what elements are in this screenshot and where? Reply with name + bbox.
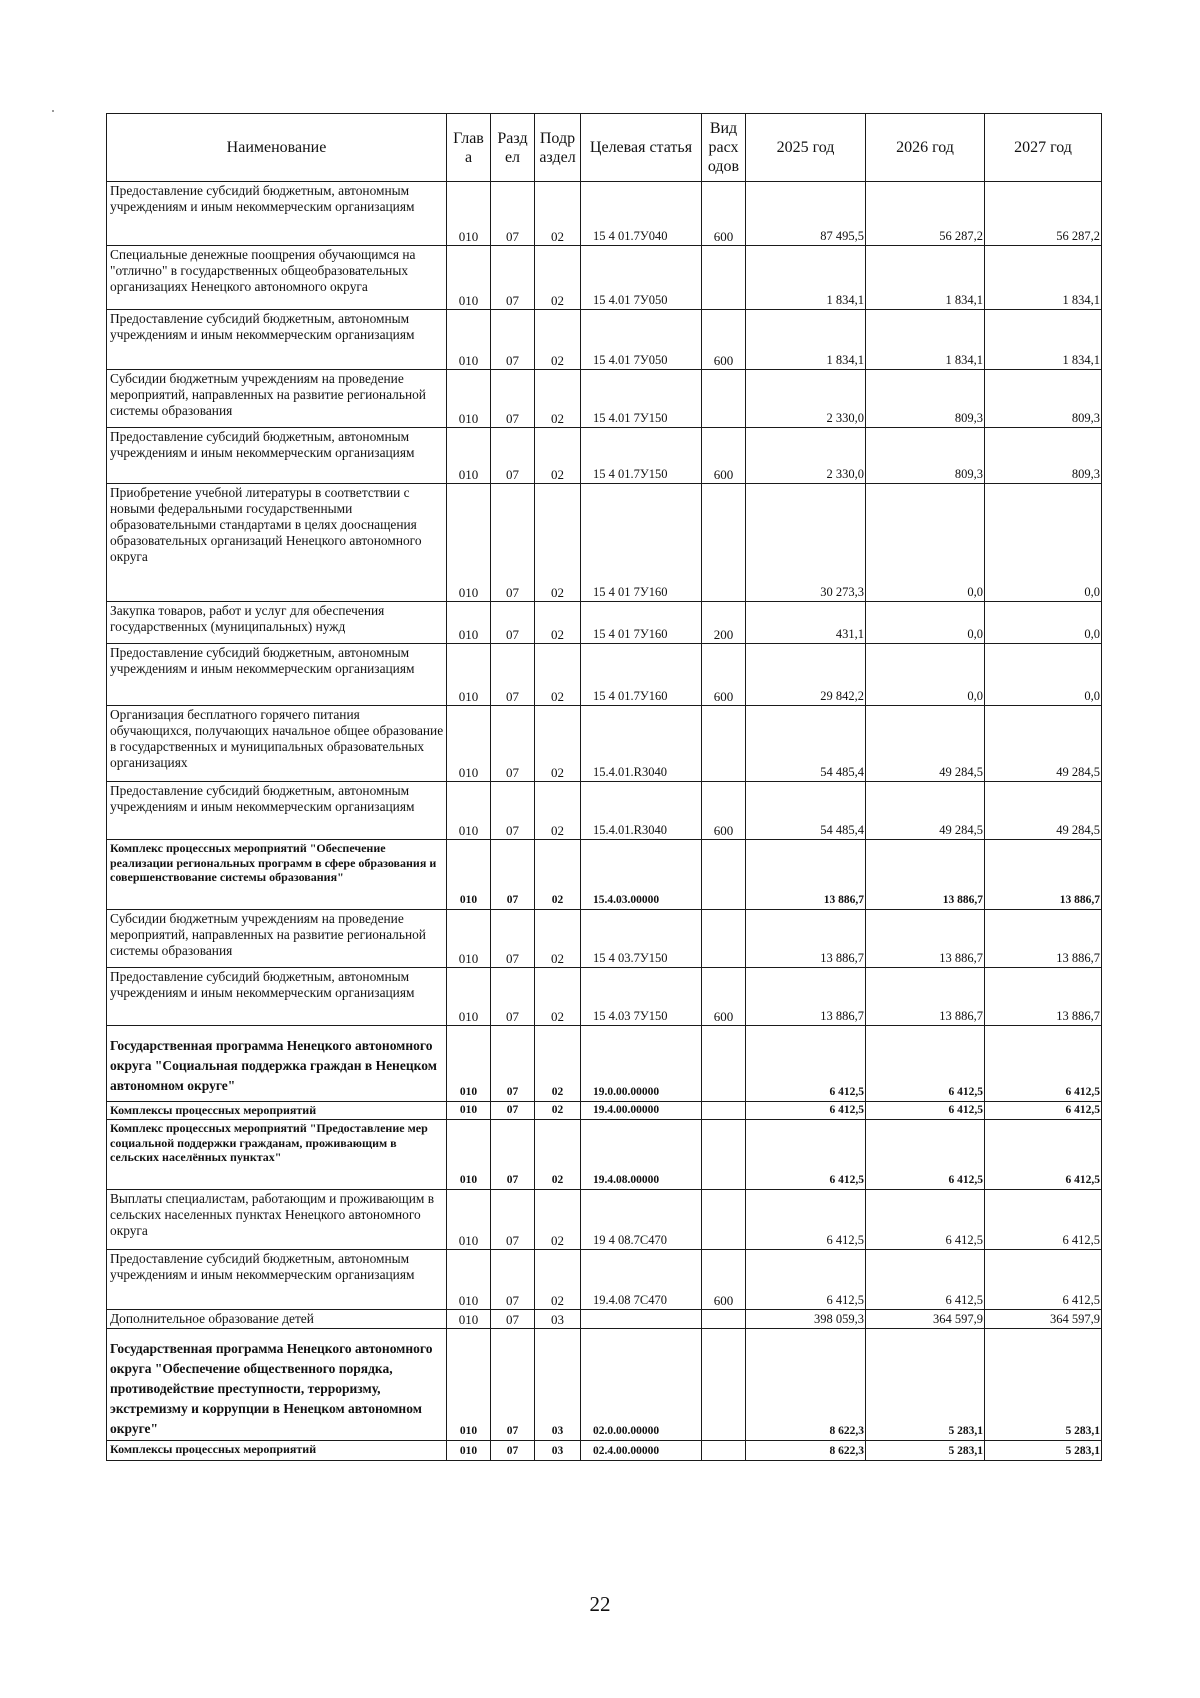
cell-podrazdel: 02: [535, 1190, 581, 1250]
cell-glava: 010: [447, 310, 491, 370]
cell-vid: [702, 1190, 746, 1250]
cell-podrazdel: 02: [535, 182, 581, 246]
cell-2027: 1 834,1: [985, 310, 1102, 370]
cell-razdel: 07: [491, 840, 535, 910]
cell-razdel: 07: [491, 1441, 535, 1461]
cell-glava: 010: [447, 968, 491, 1026]
table-row: [107, 182, 1102, 246]
cell-podrazdel: 02: [535, 1120, 581, 1190]
cell-vid: 600: [702, 782, 746, 840]
cell-razdel: 07: [491, 484, 535, 602]
cell-statya: 15.4.01.R3040: [581, 706, 702, 782]
table-row: [107, 910, 1102, 968]
cell-2025: 1 834,1: [746, 310, 866, 370]
cell-razdel: 07: [491, 910, 535, 968]
cell-statya: 15 4 01.7У150: [581, 428, 702, 484]
cell-2025: 13 886,7: [746, 840, 866, 910]
cell-glava: 010: [447, 1120, 491, 1190]
cell-statya: 15 4 01 7У160: [581, 602, 702, 644]
table-row: [107, 246, 1102, 310]
cell-razdel: 07: [491, 644, 535, 706]
cell-name: Предоставление субсидий бюджетным, автономным учреждениям и иным некоммерческим организациям: [107, 968, 447, 1026]
cell-vid: [702, 484, 746, 602]
cell-2025: 30 273,3: [746, 484, 866, 602]
cell-2027: 809,3: [985, 428, 1102, 484]
header-2026: 2026 год: [866, 114, 985, 182]
cell-glava: 010: [447, 1026, 491, 1102]
cell-name: Государственная программа Ненецкого автономного округа "Обеспечение общественного порядка, противодействие преступности, терроризму, экстремизму и коррупции в Ненецком автономном округе": [107, 1329, 447, 1441]
cell-2026: 1 834,1: [866, 246, 985, 310]
cell-2025: 13 886,7: [746, 968, 866, 1026]
cell-name: Предоставление субсидий бюджетным, автономным учреждениям и иным некоммерческим организациям: [107, 1250, 447, 1310]
header-glava: Глав а: [447, 114, 491, 182]
header-razdel: Разд ел: [491, 114, 535, 182]
cell-name: Предоставление субсидий бюджетным, автономным учреждениям и иным некоммерческим организациям: [107, 782, 447, 840]
cell-razdel: 07: [491, 1329, 535, 1441]
table-row: [107, 840, 1102, 910]
cell-name: Комплекс процессных мероприятий "Предоставление мер социальной поддержки гражданам, проживающим в сельских населённых пунктах": [107, 1120, 447, 1190]
cell-2027: 13 886,7: [985, 968, 1102, 1026]
cell-razdel: 07: [491, 246, 535, 310]
cell-podrazdel: 03: [535, 1310, 581, 1329]
cell-2025: 2 330,0: [746, 428, 866, 484]
cell-name: Предоставление субсидий бюджетным, автономным учреждениям и иным некоммерческим организациям: [107, 310, 447, 370]
cell-2026: 0,0: [866, 484, 985, 602]
cell-name: Субсидии бюджетным учреждениям на проведение мероприятий, направленных на развитие региональной системы образования: [107, 370, 447, 428]
cell-2027: 6 412,5: [985, 1190, 1102, 1250]
cell-razdel: 07: [491, 310, 535, 370]
cell-2027: 6 412,5: [985, 1120, 1102, 1190]
cell-vid: [702, 1310, 746, 1329]
table-row: [107, 1310, 1102, 1329]
cell-glava: 010: [447, 1190, 491, 1250]
cell-vid: [702, 370, 746, 428]
page-number: 22: [589, 1592, 611, 1616]
cell-razdel: 07: [491, 602, 535, 644]
cell-2027: 809,3: [985, 370, 1102, 428]
cell-2025: 431,1: [746, 602, 866, 644]
cell-podrazdel: 02: [535, 1250, 581, 1310]
cell-razdel: 07: [491, 1026, 535, 1102]
cell-razdel: 07: [491, 1190, 535, 1250]
cell-2025: 29 842,2: [746, 644, 866, 706]
cell-statya: 19 4 08.7С470: [581, 1190, 702, 1250]
cell-podrazdel: 02: [535, 484, 581, 602]
cell-2025: 54 485,4: [746, 706, 866, 782]
table-row: [107, 1190, 1102, 1250]
cell-statya: 15.4.01.R3040: [581, 782, 702, 840]
cell-2027: 6 412,5: [985, 1026, 1102, 1102]
cell-statya: 19.4.00.00000: [581, 1102, 702, 1120]
cell-2027: 49 284,5: [985, 706, 1102, 782]
header-2027: 2027 год: [985, 114, 1102, 182]
cell-vid: [702, 910, 746, 968]
cell-2027: 56 287,2: [985, 182, 1102, 246]
cell-2026: 13 886,7: [866, 910, 985, 968]
cell-name: Комплексы процессных мероприятий: [107, 1102, 447, 1120]
cell-razdel: 07: [491, 706, 535, 782]
cell-razdel: 07: [491, 1250, 535, 1310]
cell-2027: 5 283,1: [985, 1441, 1102, 1461]
cell-2026: 364 597,9: [866, 1310, 985, 1329]
cell-2025: 87 495,5: [746, 182, 866, 246]
cell-2025: 6 412,5: [746, 1120, 866, 1190]
cell-vid: [702, 1120, 746, 1190]
table-row: [107, 1102, 1102, 1120]
cell-2025: 6 412,5: [746, 1102, 866, 1120]
cell-name: Предоставление субсидий бюджетным, автономным учреждениям и иным некоммерческим организациям: [107, 428, 447, 484]
cell-2027: 0,0: [985, 484, 1102, 602]
cell-2025: 2 330,0: [746, 370, 866, 428]
cell-vid: [702, 1441, 746, 1461]
cell-2026: 6 412,5: [866, 1026, 985, 1102]
cell-vid: 600: [702, 428, 746, 484]
cell-2025: 13 886,7: [746, 910, 866, 968]
cell-statya: 19.4.08.00000: [581, 1120, 702, 1190]
table-row: [107, 782, 1102, 840]
cell-glava: 010: [447, 428, 491, 484]
cell-vid: 600: [702, 1250, 746, 1310]
cell-2026: 56 287,2: [866, 182, 985, 246]
header-2025: 2025 год: [746, 114, 866, 182]
cell-glava: 010: [447, 246, 491, 310]
header-podrazdel: Подр аздел: [535, 114, 581, 182]
cell-glava: 010: [447, 1329, 491, 1441]
cell-podrazdel: 02: [535, 370, 581, 428]
table-row: [107, 602, 1102, 644]
cell-2026: 0,0: [866, 644, 985, 706]
cell-statya: 15 4.01 7У050: [581, 246, 702, 310]
cell-podrazdel: 02: [535, 644, 581, 706]
scan-speck: [52, 110, 54, 112]
cell-name: Приобретение учебной литературы в соответствии с новыми федеральными государственными образовательными стандартами в целях дооснащения образовательных организаций Ненецкого автономного округа: [107, 484, 447, 602]
cell-razdel: 07: [491, 782, 535, 840]
cell-name: Выплаты специалистам, работающим и проживающим в сельских населенных пунктах Ненецкого автономного округа: [107, 1190, 447, 1250]
cell-name: Закупка товаров, работ и услуг для обеспечения государственных (муниципальных) нужд: [107, 602, 447, 644]
cell-podrazdel: 03: [535, 1441, 581, 1461]
cell-glava: 010: [447, 910, 491, 968]
cell-2027: 13 886,7: [985, 910, 1102, 968]
table-row: [107, 428, 1102, 484]
cell-name: Комплекс процессных мероприятий "Обеспечение реализации региональных программ в сфере образования и совершенствование системы образования": [107, 840, 447, 910]
cell-vid: 600: [702, 644, 746, 706]
cell-name: Специальные денежные поощрения обучающимся на "отлично" в государственных общеобразовательных организациях Ненецкого автономного округа: [107, 246, 447, 310]
cell-podrazdel: 02: [535, 968, 581, 1026]
table-row: [107, 1441, 1102, 1461]
cell-razdel: 07: [491, 1102, 535, 1120]
cell-2025: 6 412,5: [746, 1250, 866, 1310]
cell-name: Дополнительное образование детей: [107, 1310, 447, 1329]
cell-statya: 19.4.08 7С470: [581, 1250, 702, 1310]
cell-glava: 010: [447, 644, 491, 706]
cell-statya: 02.0.00.00000: [581, 1329, 702, 1441]
cell-statya: 15 4.03 7У150: [581, 968, 702, 1026]
cell-2026: 809,3: [866, 370, 985, 428]
cell-vid: [702, 840, 746, 910]
cell-vid: [702, 1026, 746, 1102]
cell-2026: 809,3: [866, 428, 985, 484]
cell-podrazdel: 02: [535, 310, 581, 370]
cell-podrazdel: 02: [535, 706, 581, 782]
cell-2027: 6 412,5: [985, 1102, 1102, 1120]
cell-glava: 010: [447, 1441, 491, 1461]
cell-name: Организация бесплатного горячего питания обучающихся, получающих начальное общее образование в государственных и муниципальных образовательных организациях: [107, 706, 447, 782]
cell-podrazdel: 02: [535, 910, 581, 968]
cell-podrazdel: 02: [535, 1026, 581, 1102]
cell-podrazdel: 03: [535, 1329, 581, 1441]
cell-name: Государственная программа Ненецкого автономного округа "Социальная поддержка граждан в Ненецком автономном округе": [107, 1026, 447, 1102]
cell-statya: 02.4.00.00000: [581, 1441, 702, 1461]
cell-podrazdel: 02: [535, 1102, 581, 1120]
cell-razdel: 07: [491, 1310, 535, 1329]
table-row: [107, 484, 1102, 602]
header-name: Наименование: [107, 114, 447, 182]
cell-glava: 010: [447, 1310, 491, 1329]
table-row: [107, 310, 1102, 370]
cell-glava: 010: [447, 1102, 491, 1120]
cell-2026: 6 412,5: [866, 1190, 985, 1250]
cell-statya: 15 4 01.7У040: [581, 182, 702, 246]
cell-glava: 010: [447, 840, 491, 910]
cell-razdel: 07: [491, 370, 535, 428]
cell-2025: 1 834,1: [746, 246, 866, 310]
cell-2026: 5 283,1: [866, 1329, 985, 1441]
cell-2027: 13 886,7: [985, 840, 1102, 910]
cell-glava: 010: [447, 706, 491, 782]
cell-podrazdel: 02: [535, 246, 581, 310]
cell-statya: 15 4.01 7У150: [581, 370, 702, 428]
cell-statya: 15 4 01.7У160: [581, 644, 702, 706]
cell-podrazdel: 02: [535, 602, 581, 644]
cell-vid: [702, 1329, 746, 1441]
cell-vid: 600: [702, 182, 746, 246]
cell-2027: 364 597,9: [985, 1310, 1102, 1329]
cell-vid: 600: [702, 968, 746, 1026]
cell-name: Предоставление субсидий бюджетным, автономным учреждениям и иным некоммерческим организациям: [107, 182, 447, 246]
cell-2027: 49 284,5: [985, 782, 1102, 840]
cell-2026: 0,0: [866, 602, 985, 644]
cell-2025: 6 412,5: [746, 1190, 866, 1250]
table-row: [107, 1120, 1102, 1190]
cell-vid: [702, 246, 746, 310]
cell-2025: 8 622,3: [746, 1329, 866, 1441]
cell-2026: 49 284,5: [866, 706, 985, 782]
cell-2026: 6 412,5: [866, 1102, 985, 1120]
budget-table: [106, 113, 1102, 1461]
cell-2026: 5 283,1: [866, 1441, 985, 1461]
cell-name: Предоставление субсидий бюджетным, автономным учреждениям и иным некоммерческим организациям: [107, 644, 447, 706]
cell-razdel: 07: [491, 1120, 535, 1190]
cell-2025: 8 622,3: [746, 1441, 866, 1461]
cell-name: Комплексы процессных мероприятий: [107, 1441, 447, 1461]
cell-name: Субсидии бюджетным учреждениям на проведение мероприятий, направленных на развитие региональной системы образования: [107, 910, 447, 968]
table-row: [107, 706, 1102, 782]
cell-glava: 010: [447, 782, 491, 840]
cell-2025: 6 412,5: [746, 1026, 866, 1102]
table-row: [107, 1250, 1102, 1310]
cell-statya: 15.4.03.00000: [581, 840, 702, 910]
table-row: [107, 370, 1102, 428]
cell-vid: [702, 1102, 746, 1120]
cell-glava: 010: [447, 182, 491, 246]
cell-statya: [581, 1310, 702, 1329]
table-body: [107, 182, 1102, 1461]
cell-2026: 49 284,5: [866, 782, 985, 840]
cell-glava: 010: [447, 1250, 491, 1310]
cell-glava: 010: [447, 370, 491, 428]
cell-vid: 600: [702, 310, 746, 370]
cell-statya: 15 4 01 7У160: [581, 484, 702, 602]
cell-2027: 5 283,1: [985, 1329, 1102, 1441]
cell-razdel: 07: [491, 182, 535, 246]
header-vid: Вид расх одов: [702, 114, 746, 182]
cell-2026: 13 886,7: [866, 968, 985, 1026]
table-row: [107, 1329, 1102, 1441]
table-row: [107, 1026, 1102, 1102]
table-header-row: [107, 114, 1102, 182]
table-row: [107, 968, 1102, 1026]
cell-2027: 0,0: [985, 644, 1102, 706]
cell-2027: 1 834,1: [985, 246, 1102, 310]
cell-2026: 13 886,7: [866, 840, 985, 910]
cell-vid: [702, 706, 746, 782]
cell-statya: 19.0.00.00000: [581, 1026, 702, 1102]
cell-2026: 6 412,5: [866, 1250, 985, 1310]
cell-vid: 200: [702, 602, 746, 644]
cell-2026: 1 834,1: [866, 310, 985, 370]
cell-glava: 010: [447, 602, 491, 644]
cell-statya: 15 4 03.7У150: [581, 910, 702, 968]
header-statya: Целевая статья: [581, 114, 702, 182]
cell-2027: 6 412,5: [985, 1250, 1102, 1310]
cell-statya: 15 4.01 7У050: [581, 310, 702, 370]
cell-razdel: 07: [491, 968, 535, 1026]
cell-razdel: 07: [491, 428, 535, 484]
cell-glava: 010: [447, 484, 491, 602]
cell-podrazdel: 02: [535, 428, 581, 484]
cell-podrazdel: 02: [535, 782, 581, 840]
cell-2025: 54 485,4: [746, 782, 866, 840]
cell-podrazdel: 02: [535, 840, 581, 910]
cell-2025: 398 059,3: [746, 1310, 866, 1329]
cell-2027: 0,0: [985, 602, 1102, 644]
table-row: [107, 644, 1102, 706]
cell-2026: 6 412,5: [866, 1120, 985, 1190]
